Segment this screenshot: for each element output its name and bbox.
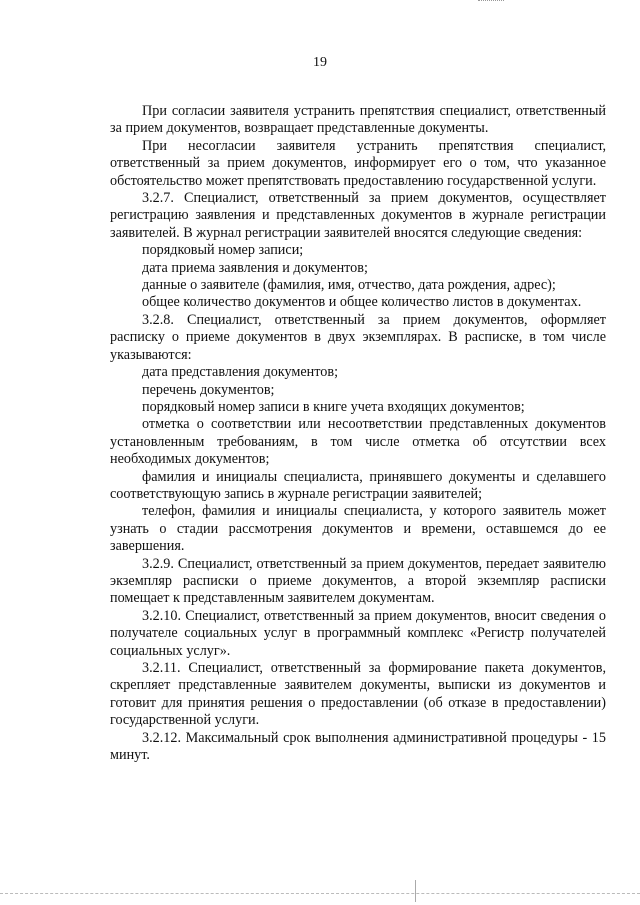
paragraph: 3.2.9. Специалист, ответственный за прием документов, передает заявителю экземпляр расписки о приеме документов, а второй экземпляр расписки помещает к представленным заявителем документам. (110, 555, 606, 607)
list-item: дата представления документов; (142, 364, 339, 381)
paragraph: 3.2.7. Специалист, ответственный за прием документов, осуществляет регистрацию заявления и представленных документов в журнале регистрации заявителей. В журнал регистрации заявителей вносятся следующие сведения: (110, 190, 606, 241)
list-item: порядковый номер записи в книге учета входящих документов; (142, 398, 525, 415)
list-item: порядковый номер записи; (142, 242, 304, 259)
page-number: 19 (313, 55, 327, 70)
list-item: общее количество документов и общее количество листов в документах. (142, 294, 582, 311)
paragraph: При несогласии заявителя устранить препятствия специалист, ответственный за прием документов, информирует его о том, что указанное обстоятельство может препятствовать предоставлению государственной услуги. (110, 137, 606, 189)
paragraph: 3.2.11. Специалист, ответственный за формирование пакета документов, скрепляет представленные заявителем документы, выписки из документов и готовит для принятия решения о предоставлении (об отказе в предоставлении) государственной услуги. (110, 660, 606, 729)
list-item: отметка о соответствии или несоответствии представленных документов установленным требованиям, в том числе отметка об отсутствии всех необходимых документов; (110, 416, 606, 468)
paragraph: 3.2.10. Специалист, ответственный за прием документов, вносит сведения о получателе социальных услуг в программный комплекс «Регистр получателей социальных услуг». (110, 607, 606, 659)
paragraph: При согласии заявителя устранить препятствия специалист, ответственный за прием документов, возвращает представленные документы. (110, 103, 606, 137)
scan-artifact-bottom-line (0, 893, 640, 895)
paragraph: 3.2.12. Максимальный срок выполнения административной процедуры - 15 минут. (110, 729, 606, 764)
list-item: телефон, фамилия и инициалы специалиста, у которого заявитель может узнать о стадии рассмотрения документов и времени, оставшемся до ее завершения. (110, 503, 606, 555)
list-item: перечень документов; (142, 381, 275, 398)
document-body (110, 103, 606, 764)
list-item: фамилия и инициалы специалиста, принявшего документы и сделавшего соответствующую запись в журнале регистрации заявителей; (110, 468, 606, 502)
scan-artifact-tick (415, 880, 416, 902)
paragraph: 3.2.8. Специалист, ответственный за прием документов, оформляет расписку о приеме документов в двух экземплярах. В расписке, в том числе указываются: (110, 311, 606, 363)
scan-artifact-top (478, 0, 504, 4)
list-item: дата приема заявления и документов; (142, 259, 368, 276)
list-item: данные о заявителе (фамилия, имя, отчество, дата рождения, адрес); (142, 277, 556, 294)
